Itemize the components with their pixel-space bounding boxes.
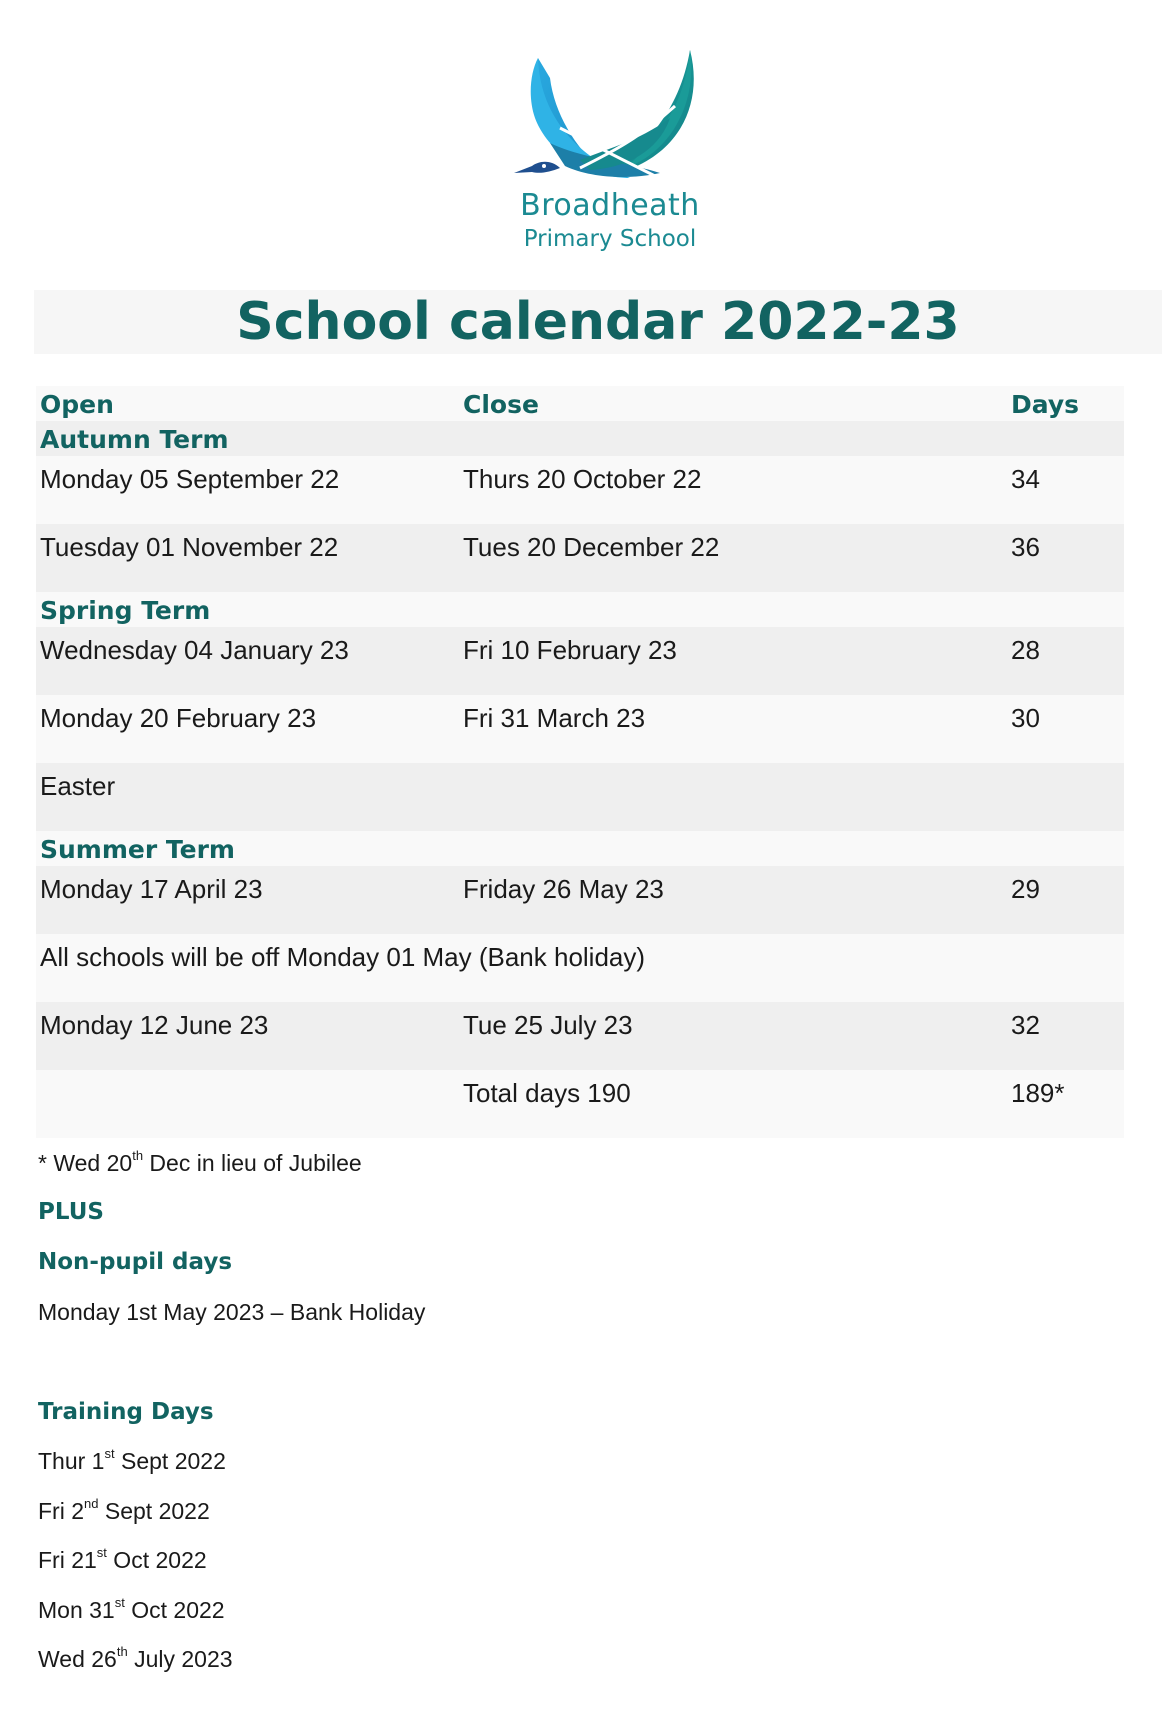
training-day-text: Mon 31 [38,1597,115,1623]
term-heading-row [36,592,1124,627]
open-date: Tuesday 01 November 22 [40,532,339,562]
close-date: Tue 25 July 23 [463,1010,633,1040]
ordinal-suffix: st [104,1446,115,1461]
total-days-value: 189* [1011,1078,1065,1108]
training-day-text: Sept 2022 [114,1448,226,1474]
open-date: Monday 12 June 23 [40,1010,269,1040]
day-count: 32 [1011,1010,1040,1040]
table-row [36,524,1124,592]
term-heading-spring: Spring Term [40,596,211,625]
school-name-line2: Primary School [523,226,697,252]
bank-holiday-note: All schools will be off Monday 01 May (Bank holiday) [40,942,646,972]
training-day-text: Oct 2022 [124,1597,225,1623]
open-date: Monday 05 September 22 [40,464,340,494]
table-row [36,695,1124,763]
training-day-text: Fri 2 [38,1498,84,1524]
table-row [36,456,1124,524]
calendar-table [36,386,1124,1138]
table-row [36,1002,1124,1070]
close-date: Tues 20 December 22 [463,532,720,562]
total-row [36,1070,1124,1138]
close-date: Friday 26 May 23 [463,874,664,904]
open-date: Wednesday 04 January 23 [40,635,349,665]
column-header-open: Open [40,390,114,419]
page-title: School calendar 2022-23 [236,292,960,352]
close-date: Thurs 20 October 22 [463,464,702,494]
ordinal-suffix: th [116,1644,128,1659]
table-header-row [36,386,1124,421]
column-header-days: Days [1011,390,1080,419]
training-heading: Training Days [38,1399,214,1425]
footnote-suffix: Dec in lieu of Jubilee [143,1150,362,1176]
table-row [36,627,1124,695]
footnote [38,1150,362,1177]
table-row [36,866,1124,934]
term-heading-row [36,421,1124,456]
term-heading-summer: Summer Term [40,835,235,864]
day-count: 36 [1011,532,1040,562]
training-day-item [38,1547,207,1574]
training-day-text: Oct 2022 [106,1547,207,1573]
ordinal-suffix: st [96,1545,107,1560]
open-date: Monday 20 February 23 [40,703,317,733]
training-day-text: Thur 1 [38,1448,105,1474]
training-day-text: July 2023 [127,1646,233,1672]
open-date: Monday 17 April 23 [40,874,263,904]
ordinal-suffix: st [114,1595,125,1610]
training-day-item [38,1448,226,1475]
day-count: 29 [1011,874,1040,904]
column-header-close: Close [463,390,539,419]
bank-holiday-note-row [36,934,1124,1002]
training-day-text: Wed 26 [38,1646,117,1672]
bird-crescent-logo-icon [510,48,710,188]
close-date: Fri 31 March 23 [463,703,646,733]
footnote-prefix: * Wed 20 [38,1150,133,1176]
day-count: 30 [1011,703,1040,733]
training-day-item [38,1498,210,1525]
ordinal-suffix: nd [84,1496,99,1511]
easter-row [36,763,1124,831]
day-count: 28 [1011,635,1040,665]
training-day-item [38,1597,225,1624]
non-pupil-heading: Non-pupil days [38,1249,233,1275]
school-name-line1: Broadheath [520,188,700,223]
training-day-item [38,1646,233,1673]
training-day-text: Fri 21 [38,1547,97,1573]
term-heading-row [36,831,1124,866]
day-count: 34 [1011,464,1040,494]
close-date: Fri 10 February 23 [463,635,677,665]
training-day-text: Sept 2022 [98,1498,210,1524]
term-heading-autumn: Autumn Term [40,425,229,454]
non-pupil-item: Monday 1st May 2023 – Bank Holiday [38,1299,426,1325]
school-logo [510,48,710,258]
footnote-sup: th [132,1148,144,1163]
plus-heading: PLUS [38,1199,104,1225]
easter-label: Easter [40,771,116,801]
total-days-label: Total days 190 [463,1078,631,1108]
